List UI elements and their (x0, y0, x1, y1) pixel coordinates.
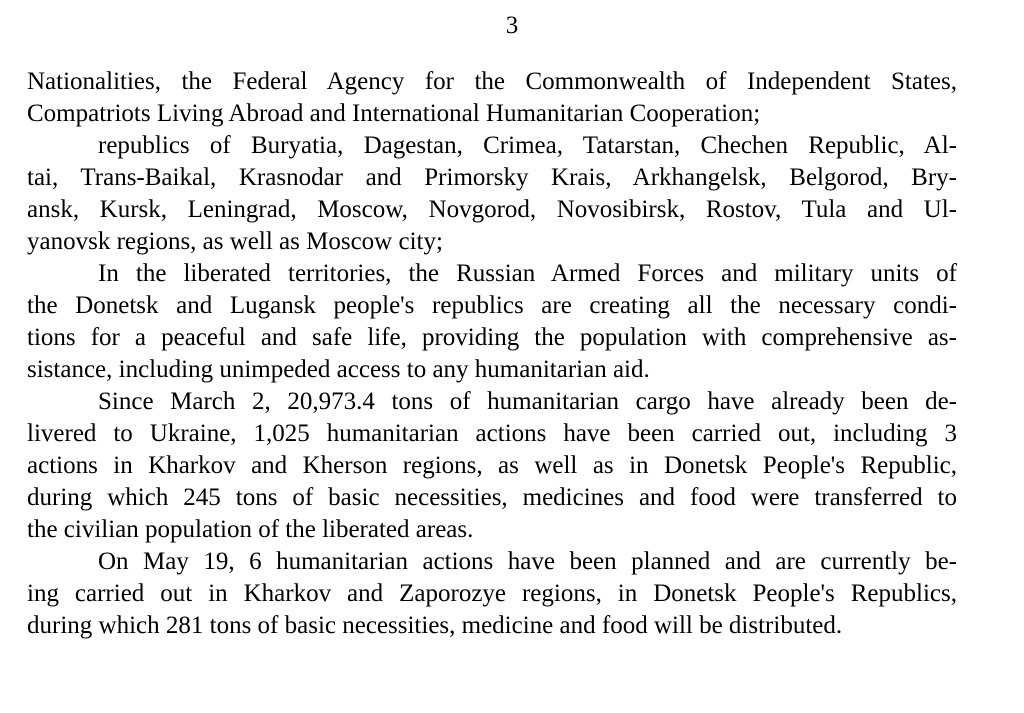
text-line: sistance, including unimpeded access to any humanitarian aid. (27, 356, 650, 383)
text-line: ansk, Kursk, Leningrad, Moscow, Novgorod, Novosibirsk, Rostov, Tula and Ul- (27, 196, 957, 223)
text-line: ing carried out in Kharkov and Zaporozye regions, in Donetsk People's Republics, (27, 580, 957, 607)
text-line: yanovsk regions, as well as Moscow city; (27, 228, 443, 255)
text-line: during which 281 tons of basic necessities, medicine and food will be distributed. (27, 612, 843, 639)
paragraph (27, 386, 957, 546)
document-body (27, 66, 957, 642)
text-line: Since March 2, 20,973.4 tons of humanitarian cargo have already been de- (98, 388, 957, 415)
text-line: republics of Buryatia, Dagestan, Crimea, Tatarstan, Chechen Republic, Al- (98, 132, 957, 159)
text-line: Compatriots Living Abroad and International Humanitarian Cooperation; (27, 100, 761, 127)
text-line: the Donetsk and Lugansk people's republics are creating all the necessary condi- (27, 292, 957, 319)
text-line: On May 19, 6 humanitarian actions have been planned and are currently be- (98, 548, 957, 575)
text-line: actions in Kharkov and Kherson regions, as well as in Donetsk People's Republic, (27, 452, 957, 479)
text-line: the civilian population of the liberated areas. (27, 516, 474, 543)
paragraph (27, 258, 957, 386)
text-line: In the liberated territories, the Russian Armed Forces and military units of (98, 260, 957, 287)
text-line: tai, Trans-Baikal, Krasnodar and Primorsky Krais, Arkhangelsk, Belgorod, Bry- (27, 164, 957, 191)
page-number: 3 (505, 12, 519, 39)
text-line: Nationalities, the Federal Agency for the Commonwealth of Independent States, (27, 68, 957, 95)
paragraph (27, 130, 957, 258)
text-line: livered to Ukraine, 1,025 humanitarian actions have been carried out, including 3 (27, 420, 957, 447)
text-line: during which 245 tons of basic necessities, medicines and food were transferred to (27, 484, 957, 511)
text-line: tions for a peaceful and safe life, providing the population with comprehensive as- (27, 324, 957, 351)
paragraph (27, 66, 957, 130)
paragraph (27, 546, 957, 642)
